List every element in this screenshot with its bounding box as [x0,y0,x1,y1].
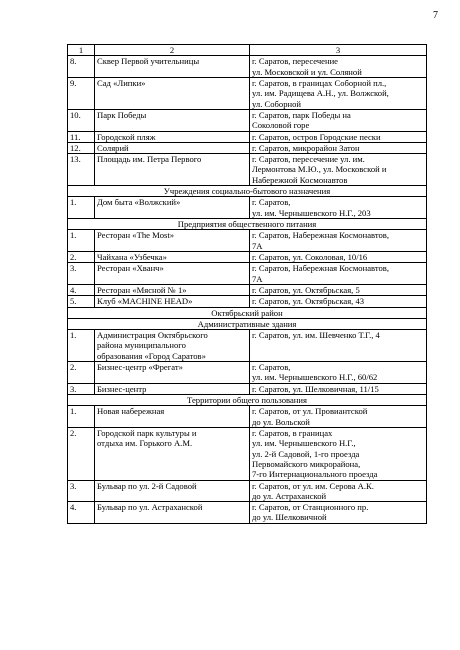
object-name [95,56,250,78]
object-name-line: отдыха им. Горького А.М. [97,438,193,449]
section-title: Административные здания [68,318,427,329]
object-name-line: Дом быта «Волжский» [97,197,181,208]
object-address-line: ул. им. Чернышевского Н.Г., 203 [252,207,371,218]
object-address-line: ул. им. Чернышевского Н.Г., [252,438,356,449]
object-name-line: Сквер Первой учительницы [97,56,200,67]
object-address [250,197,427,219]
row-number: 1. [68,330,95,362]
object-address-line: г. Саратов, в границах Соборной пл., [252,77,387,88]
object-name [95,362,250,384]
object-address [250,109,427,131]
object-name-line: Новая набережная [97,406,165,417]
object-address [250,406,427,428]
object-address-line: г. Саратов, парк Победы на [252,109,351,120]
table-row [68,154,427,186]
table-body [68,45,427,524]
object-address-line: ул. Московской и ул. Соляной [252,66,362,77]
object-name [95,154,250,186]
object-address-line: до ул. Шелковичной [252,512,327,523]
row-number: 3. [68,383,95,394]
header-col-1: 1 [68,45,95,56]
object-name-line: Городской парк культуры и [97,427,197,438]
object-address-line: Соколовой горе [252,120,310,131]
section-row [68,307,427,318]
object-name-line: Городской пляж [97,131,156,142]
object-address-line: г. Саратов, от ул. Провиантской [252,406,368,417]
object-address-line: г. Саратов, в границах [252,427,333,438]
row-number: 9. [68,77,95,109]
table-row [68,296,427,307]
row-number: 2. [68,427,95,480]
row-number: 1. [68,406,95,428]
object-address-line: г. Саратов, пересечение ул. им. [252,154,365,165]
object-address [250,296,427,307]
object-name-line: Клуб «MACHINE HEAD» [97,296,193,307]
object-name [95,131,250,142]
object-name-line: Ресторан «Мясной № 1» [97,284,187,295]
object-name [95,230,250,252]
object-name-line: Ресторан «Хванч» [97,263,164,274]
object-address-line: до ул. Вольской [252,416,310,427]
row-number: 4. [68,502,95,524]
object-address [250,383,427,394]
table-row [68,56,427,78]
object-address [250,284,427,295]
object-name-line: Бизнес-центр [97,383,147,394]
table-row [68,263,427,285]
object-address [250,263,427,285]
row-number: 1. [68,197,95,219]
table-row [68,77,427,109]
object-address-line: ул. им. Радищева А.Н., ул. Волжской, [252,88,389,99]
row-number: 1. [68,230,95,252]
object-address-line: г. Саратов, [252,197,291,208]
object-address-line: до ул. Астраханской [252,490,327,501]
object-address [250,77,427,109]
table-row [68,131,427,142]
table-row [68,427,427,480]
object-address [250,480,427,502]
object-name [95,480,250,502]
object-address-line: г. Саратов, ул. им. Шевченко Т.Г., 4 [252,330,380,341]
object-name [95,296,250,307]
table-row [68,383,427,394]
object-address [250,330,427,362]
object-name-line: Чайхана «Узбечка» [97,251,167,262]
object-address [250,154,427,186]
object-name-line: Бизнес-центр «Фрегат» [97,362,183,373]
object-name-line: района муниципального [97,340,186,351]
object-address [250,427,427,480]
section-row [68,186,427,197]
object-name [95,263,250,285]
object-address-line: Лермонтова М.Ю., ул. Московской и [252,164,387,175]
row-number: 13. [68,154,95,186]
object-name [95,427,250,480]
row-number: 3. [68,263,95,285]
object-address-line: г. Саратов, от Станционного пр. [252,502,369,513]
section-title: Учреждения социально-бытового назначения [68,186,427,197]
object-name-line: Администрация Октябрьского [97,330,208,341]
object-name-line: Площадь им. Петра Первого [97,154,202,165]
object-address-line: ул. им. Чернышевского Н.Г., 60/62 [252,372,378,383]
object-name-line: Бульвар по ул. Астраханской [97,502,203,513]
object-address-line: г. Саратов, ул. Октябрьская, 5 [252,284,360,295]
row-number: 10. [68,109,95,131]
row-number: 5. [68,296,95,307]
object-address [250,362,427,384]
table-row [68,142,427,153]
section-title: Предприятия общественного питания [68,219,427,230]
page-number: 7 [433,10,438,21]
object-address [250,230,427,252]
object-address [250,502,427,524]
row-number: 4. [68,284,95,295]
object-address-line: г. Саратов, остров Городские пески [252,131,381,142]
object-address-line: г. Саратов, Набережная Космонавтов, [252,230,390,241]
object-name [95,330,250,362]
section-title: Октябрьский район [68,307,427,318]
object-address-line: Набережной Космонавтов [252,174,348,185]
object-address-line: г. Саратов, ул. Октябрьская, 43 [252,296,365,307]
object-address [250,142,427,153]
object-address-line: 7А [252,273,263,284]
object-address-line: 7А [252,240,263,251]
object-address-line: ул. 2-й Садовой, 1-го проезда [252,448,360,459]
row-number: 8. [68,56,95,78]
row-number: 2. [68,251,95,262]
object-address-line: г. Саратов, микрорайон Затон [252,142,360,153]
object-address-line: г. Саратов, ул. Шелковичная, 11/15 [252,383,379,394]
object-name [95,197,250,219]
table-row [68,406,427,428]
header-col-3: 3 [250,45,427,56]
object-name [95,383,250,394]
row-number: 11. [68,131,95,142]
locations-table [67,44,427,524]
object-name-line: Сад «Липки» [97,77,146,88]
section-title: Территории общего пользования [68,395,427,406]
header-col-2: 2 [95,45,250,56]
object-address [250,251,427,262]
table-row [68,480,427,502]
table-row [68,230,427,252]
object-address [250,56,427,78]
object-name-line: Ресторан «The Most» [97,230,175,241]
table-row [68,330,427,362]
object-address-line: г. Саратов, от ул. им. Серова А.К. [252,480,374,491]
table-row [68,284,427,295]
object-name [95,406,250,428]
object-name [95,251,250,262]
table-row [68,251,427,262]
object-name [95,109,250,131]
object-name [95,142,250,153]
object-address [250,131,427,142]
object-address-line: г. Саратов, пересечение [252,56,338,67]
table-row [68,197,427,219]
object-address-line: г. Саратов, Набережная Космонавтов, [252,263,390,274]
table-row [68,362,427,384]
table-row [68,109,427,131]
object-name-line: образования «Город Саратов» [97,350,206,361]
object-address-line: Первомайского микрорайона, [252,458,361,469]
object-address-line: г. Саратов, ул. Соколовая, 10/16 [252,251,368,262]
row-number: 3. [68,480,95,502]
section-row [68,318,427,329]
object-name-line: Парк Победы [97,109,147,120]
object-name-line: Солярий [97,142,129,153]
table-header-row [68,45,427,56]
object-name [95,502,250,524]
object-name [95,284,250,295]
object-name-line: Бульвар по ул. 2-й Садовой [97,480,197,491]
row-number: 12. [68,142,95,153]
section-row [68,395,427,406]
object-address-line: 7-го Интернационального проезда [252,469,378,480]
table-row [68,502,427,524]
section-row [68,219,427,230]
row-number: 2. [68,362,95,384]
object-address-line: г. Саратов, [252,362,291,373]
object-name [95,77,250,109]
object-address-line: ул. Соборной [252,98,301,109]
